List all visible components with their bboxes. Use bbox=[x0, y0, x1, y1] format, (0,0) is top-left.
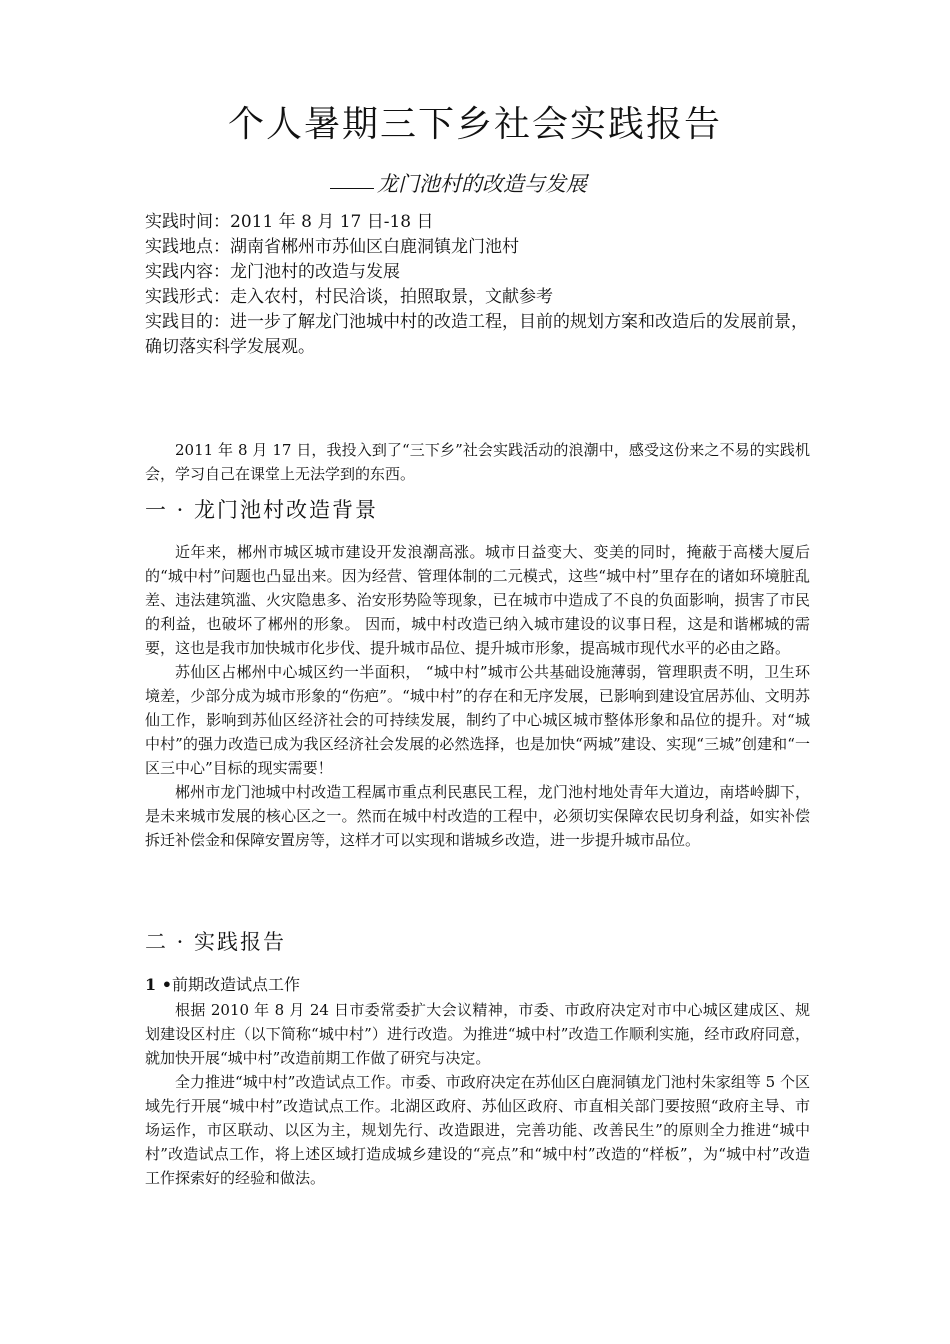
practice-location: 实践地点：湖南省郴州市苏仙区白鹿洞镇龙门池村 bbox=[145, 237, 519, 257]
section-1-paragraph: 苏仙区占郴州中心城区约一半面积， “城中村”城市公共基础设施薄弱，管理职责不明，卫生环境差，少部分成为城市形象的“伤疤”。“城中村”的存在和无序发展，已影响到建设宜居苏仙、文明苏仙工作，影响到苏仙区经济社会的可持续发展，制约了中心城区城市整体形象和品位的提升。对“城中村”的强力改造已成为我区经济社会发展的必然选择，也是加快“两城”建设、实现“三城”创建和“一区三中心”目标的现实需要！ bbox=[145, 663, 810, 777]
page-subtitle bbox=[330, 168, 587, 198]
section-1-heading: 一 · 龙门池村改造背景 bbox=[145, 498, 379, 522]
subsection-1-paragraph: 根据 2010 年 8 月 24 日市委常委扩大会议精神，市委、市政府决定对市中心城区建成区、规划建设区村庄（以下简称“城中村”）进行改造。为推进“城中村”改造工作顺利实施，经市政府同意，就加快开展“城中村”改造前期工作做了研究与决定。 bbox=[145, 1001, 810, 1067]
page-title: 个人暑期三下乡社会实践报告 bbox=[227, 104, 722, 145]
practice-purpose: 实践目的：进一步了解龙门池城中村的改造工程，目前的规划方案和改造后的发展前景，确切落实科学发展观。 bbox=[145, 312, 808, 357]
subsection-1-paragraph: 全力推进“城中村”改造试点工作。市委、市政府决定在苏仙区白鹿洞镇龙门池村朱家组等 5 个区域先行开展“城中村”改造试点工作。北湖区政府、苏仙区政府、市直相关部门要按照“政府主导、市场运作，市区联动、以区为主，规划先行、改造跟进，完善功能、改善民生”的原则全力推进“城中村”改造试点工作，将上述区域打造成城乡建设的“亮点”和“城中村”改造的“样板”，为“城中村”改造工作探索好的经验和做法。 bbox=[145, 1073, 810, 1187]
section-2-heading: 二 · 实践报告 bbox=[145, 930, 287, 954]
subsection-1-title: 前期改造试点工作 bbox=[171, 975, 300, 994]
subtitle-dash bbox=[330, 188, 374, 189]
subsection-1-heading bbox=[145, 972, 300, 995]
section-1-body bbox=[145, 540, 810, 852]
section-1-paragraph: 近年来，郴州市城区城市建设开发浪潮高涨。城市日益变大、变美的同时，掩蔽于高楼大厦后的“城中村”问题也凸显出来。因为经营、管理体制的二元模式，这些“城中村”里存在的诸如环境脏乱差、违法建筑滥、火灾隐患多、治安形势险等现象，已在城市中造成了不良的负面影响，损害了市民的利益，也破坏了郴州的形象。 因而，城中村改造已纳入城市建设的议事日程，这是和谐郴城的需要，这也是我市加快城市化步伐、提升城市品位、提升城市形象，提高城市现代水平的必由之路。 bbox=[145, 543, 810, 657]
subsection-1-number: 1 • bbox=[145, 975, 172, 994]
practice-info bbox=[145, 210, 810, 360]
intro-block bbox=[145, 438, 810, 486]
practice-content: 实践内容：龙门池村的改造与发展 bbox=[145, 262, 400, 282]
intro-paragraph: 2011 年 8 月 17 日，我投入到了“三下乡”社会实践活动的浪潮中，感受这份来之不易的实践机会，学习自己在课堂上无法学到的东西。 bbox=[145, 441, 810, 483]
practice-time: 实践时间：2011 年 8 月 17 日-18 日 bbox=[145, 212, 434, 232]
subtitle-text: 龙门池村的改造与发展 bbox=[377, 172, 587, 196]
section-1-paragraph: 郴州市龙门池城中村改造工程属市重点利民惠民工程，龙门池村地处青年大道边，南塔岭脚下，是未来城市发展的核心区之一。然而在城中村改造的工程中，必须切实保障农民切身利益，如实补偿拆迁补偿金和保障安置房等，这样才可以实现和谐城乡改造，进一步提升城市品位。 bbox=[145, 783, 810, 849]
subsection-1-body bbox=[145, 998, 810, 1190]
practice-form: 实践形式：走入农村，村民洽谈，拍照取景，文献参考 bbox=[145, 287, 553, 307]
